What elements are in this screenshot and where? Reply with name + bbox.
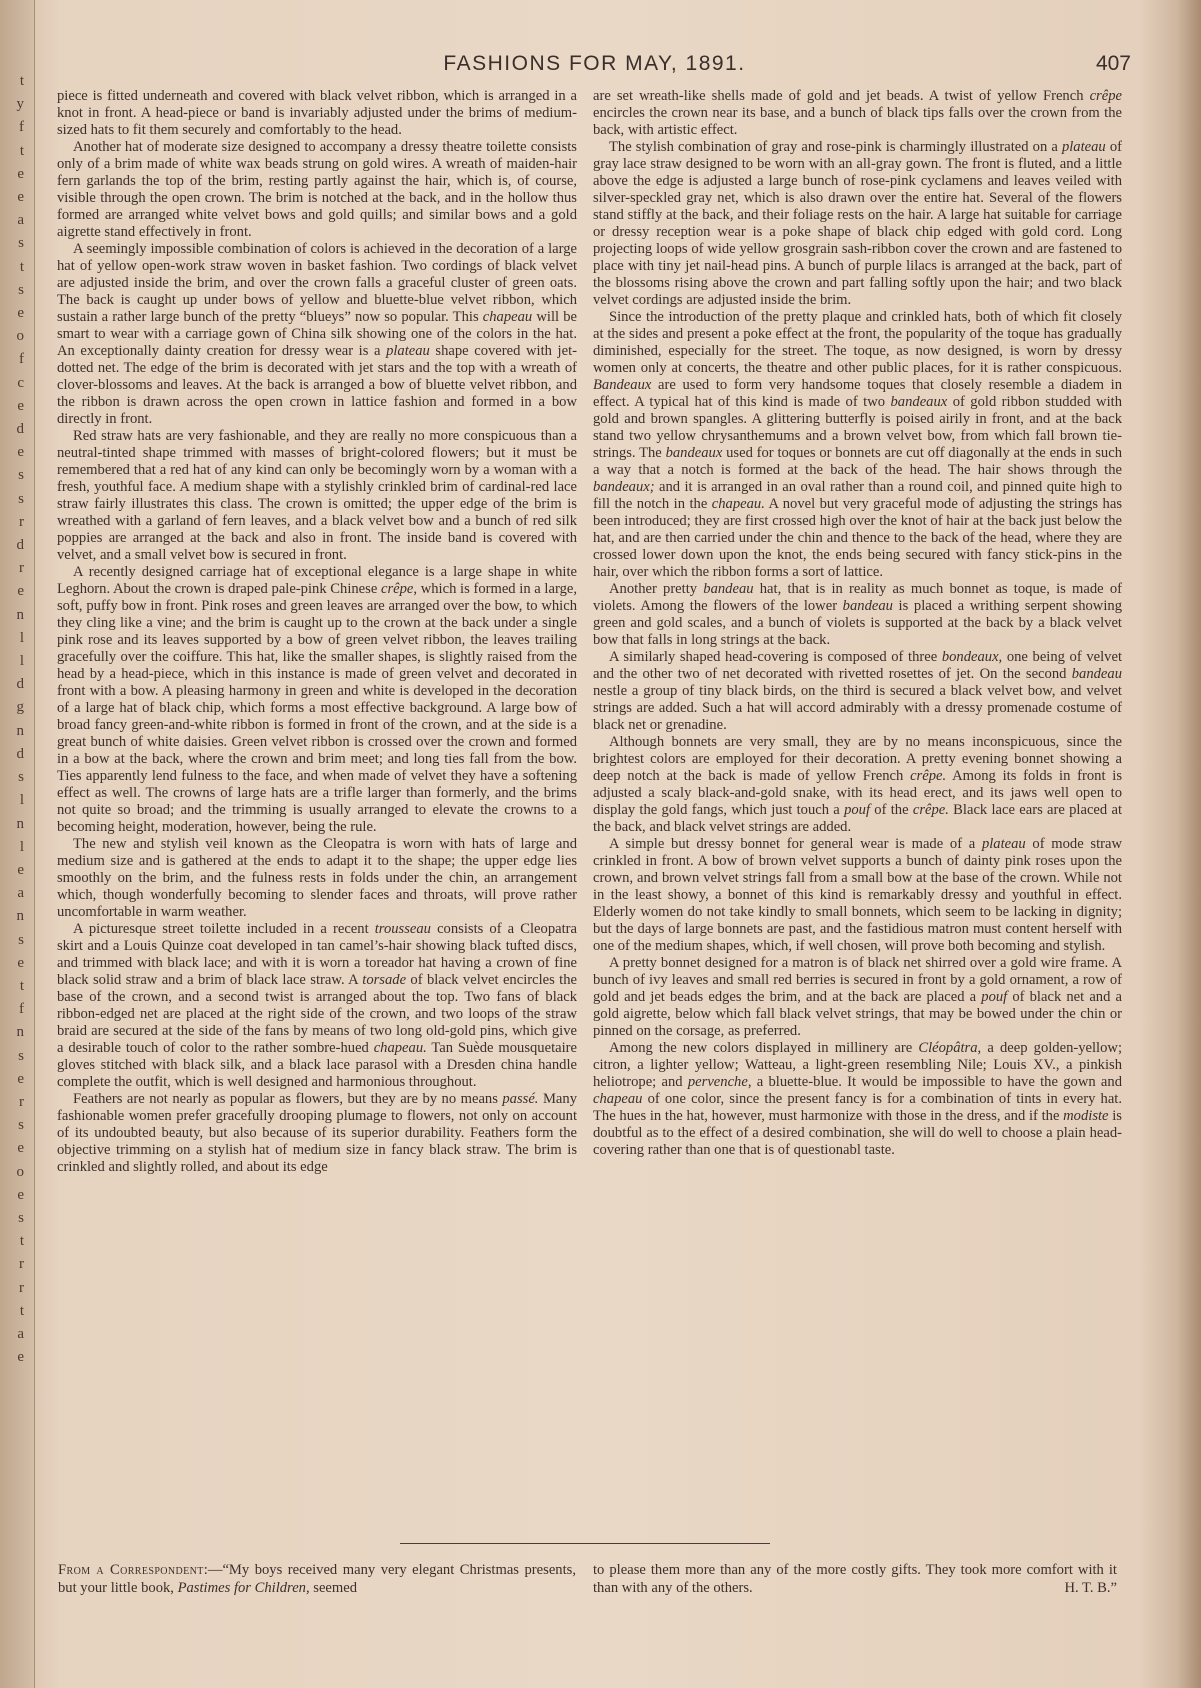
correspondent-label: From a Correspondent	[58, 1562, 204, 1578]
margin-fragment: o	[16, 328, 24, 345]
paragraph: A pretty bonnet designed for a matron is of black net shirred over a gold wire frame. A bunch of ivy leaves and small red berries is secured in front by a gold ornament, a row of gold and jet beads edges the brim, and at the back are placed a pouf of black net and a gold aigrette, below which fall black velvet strings, that may be bowed under the chin or pinned on the corsage, as preferred.	[593, 955, 1122, 1039]
margin-fragment: f	[19, 1001, 24, 1018]
margin-fragment: e	[17, 954, 24, 971]
paragraph: Another hat of moderate size designed to accompany a dressy theatre toilette consists only of a brim made of white wax beads strung on gold wires. A wreath of maiden-hair fern garlands the top of the brim, resting partly against the hair, which is, of course, visible through the open crown. The brim is notched at the back, and in the hollow thus formed are arranged white velvet bows and gold quills; and similar bows and a gold aigrette stand effectively in front.	[57, 139, 577, 240]
margin-fragment: s	[18, 1209, 24, 1226]
paragraph: A seemingly impossible combination of colors is achieved in the decoration of a large hat of yellow open-work straw woven in basket fashion. Two cordings of black velvet are adjusted inside the brim, and over the crown falls a graceful cluster of green oats. The back is caught up under bows of yellow and bluette-blue velvet ribbon, which sustain a rather large bunch of the pretty “blueys” now so popular. This chapeau will be smart to wear with a carriage gown of China silk showing one of the colors in the hat. An exceptionally dainty creation for dressy wear is a plateau shape covered with jet-dotted net. The edge of the brim is decorated with jet stars and the top with a wreath of clover-blossoms and leaves. At the back is arranged a bow of bluette velvet ribbon, and the ribbon is drawn across the open crown in lattice fashion and formed in a bow directly in front.	[57, 241, 577, 427]
previous-page-fragments	[2, 70, 24, 1670]
paragraph: The new and stylish veil known as the Cleopatra is worn with hats of large and medium size and is gathered at the ends to adapt it to the shape; the upper edge lies smoothly on the brim, and the fulness rests in folds under the chin, an arrangement which, though wonderfully becoming to slender faces and throats, will prove rather uncomfortable in warm weather.	[57, 836, 577, 920]
margin-fragment: r	[19, 1093, 24, 1110]
paragraph: Red straw hats are very fashionable, and they are really no more conspicuous than a neutral-tinted shape trimmed with masses of bright-colored flowers; but it must be remembered that a red hat of any kind can only be becomingly worn by a woman with a fresh, youthful face. A medium shape with a stylishly crinkled brim of cardinal-red lace straw fairly illustrates this class. The crown is omitted; the upper edge of the brim is wreathed with a garland of fern leaves, and a black velvet bow and a bunch of red silk poppies are arranged at the back and also in front. The inside band is covered with velvet, and a small velvet bow is secured in front.	[57, 428, 577, 563]
margin-fragment: l	[19, 838, 24, 855]
margin-fragment: d	[16, 421, 24, 438]
margin-fragment: a	[17, 1325, 24, 1342]
margin-fragment: s	[18, 235, 24, 252]
margin-fragment: l	[19, 792, 24, 809]
margin-fragment: f	[19, 351, 24, 368]
margin-fragment: t	[19, 1302, 24, 1319]
paragraph: A recently designed carriage hat of exceptional elegance is a large shape in white Leghorn. About the crown is draped pale-pink Chinese crêpe, which is formed in a large, soft, puffy bow in front. Pink roses and green leaves are arranged over the bow, to which they cling like a vine; and the brim is caught up to the crown at the back under a single pink rose and its leaves supported by a bow of green velvet ribbon, the leaves trailing gracefully over the coiffure. This hat, like the smaller shapes, is slightly raised from the head by a head-piece, which in this instance is made of green velvet and decorated in front with a bow. A pleasing harmony in green and white is developed in the decoration of a large hat of black chip, which forms a most effective background. A large bow of broad fancy green-and-white ribbon is formed in front of the crown, and at the side is a great bunch of white daisies. Green velvet ribbon is crossed over the crown and formed in a bow at the back, where the crown and brim meet; and long ties fall from the bow. Ties apparently lend fulness to the face, and when made of velvet they have a softening effect as well. The crowns of large hats are a trifle larger than formerly, and the brims not quite so broad; and the trimming is usually arranged to elevate the crowns to a becoming height, moderation, however, being the rule.	[57, 564, 577, 835]
margin-fragment: e	[17, 165, 24, 182]
margin-fragment: n	[16, 722, 24, 739]
margin-fragment: a	[17, 885, 24, 902]
margin-fragment: e	[17, 397, 24, 414]
margin-fragment: n	[16, 815, 24, 832]
correspondent-note-left: From a Correspondent:—“My boys received many very elegant Christmas presents, but your little book, Pastimes for Children, seemed	[58, 1562, 576, 1596]
left-column	[57, 88, 577, 1176]
paragraph: Another pretty bandeau hat, that is in reality as much bonnet as toque, is made of violets. Among the flowers of the lower bandeau is placed a writhing serpent showing green and gold scales, and a bunch of violets is supported at the back by a black velvet bow that falls in long strings at the back.	[593, 581, 1122, 648]
page-edge-shadow	[1177, 0, 1201, 1688]
margin-fragment: d	[16, 537, 24, 554]
margin-fragment: n	[16, 908, 24, 925]
margin-fragment: d	[16, 676, 24, 693]
margin-fragment: d	[16, 745, 24, 762]
margin-fragment: s	[18, 931, 24, 948]
paragraph: Among the new colors displayed in millinery are Cléopâtra, a deep golden-yellow; citron, a lighter yellow; Watteau, a light-green resembling Nile; Louis XV., a pinkish heliotrope; and pervenche, a bluette-blue. It would be impossible to have the gown and chapeau of one color, since the present fancy is for a combination of tints in every hat. The hues in the hat, however, must harmonize with those in the dress, and if the modiste is doubtful as to the effect of a desired combination, she will do well to choose a plain head-covering rather than one that is of questionabl taste.	[593, 1040, 1122, 1158]
correspondent-note-right: to please them more than any of the more costly gifts. They took more comfort with it than with any of the others. H. T. B.”	[593, 1562, 1117, 1596]
margin-fragment: e	[17, 1070, 24, 1087]
margin-fragment: r	[19, 1279, 24, 1296]
margin-fragment: f	[19, 119, 24, 136]
paragraph: Since the introduction of the pretty plaque and crinkled hats, both of which fit closely at the sides and present a poke effect at the front, the popularity of the toque has gradually diminished, especially for the street. The toque, as now designed, is worn by dressy women only at concerts, the theatre and other public places, for it is rather conspicuous. Bandeaux are used to form very handsome toques that closely resemble a diadem in effect. A typical hat of this kind is made of two bandeaux of gold ribbon studded with gold and brown spangles. A glittering butterfly is poised airily in front, and at the back stand two yellow chrysanthemums and a brown velvet bow, from which fall brown tie-strings. The bandeaux used for toques or bonnets are cut off diagonally at the ends in such a way that a notch is formed at the back of the head. The hair shows through the bandeaux; and it is arranged in an oval rather than a round coil, and pinned quite high to fill the notch in the chapeau. A novel but very graceful mode of adjusting the strings has been introduced; they are first crossed high over the knot of hair at the back just below the hat, and are then carried under the chin and thence to the back of the head, where they are crossed lower down upon the knot, the ends being secured with fancy stick-pins in the hair, over which the ribbon forms a sort of lattice.	[593, 309, 1123, 580]
margin-fragment: l	[19, 653, 24, 670]
section-divider	[400, 1543, 770, 1544]
margin-fragment: n	[16, 1024, 24, 1041]
margin-fragment: y	[16, 96, 24, 113]
margin-fragment: e	[17, 189, 24, 206]
margin-fragment: e	[17, 1186, 24, 1203]
paragraph: are set wreath-like shells made of gold and jet beads. A twist of yellow French crêpe encircles the crown near its base, and a bunch of black tips falls over the crown from the back, with artistic effect.	[593, 88, 1122, 138]
margin-fragment: t	[19, 73, 24, 89]
paragraph: Feathers are not nearly as popular as flowers, but they are by no means passé. Many fashionable women prefer gracefully drooping plumage to flowers, not only on account of its undoubted beauty, but also because of its superior durability. Feathers form the objective trimming on a stylish hat of medium size in fancy black straw. The brim is crinkled and slightly rolled, and about its edge	[57, 1091, 577, 1175]
paragraph: A similarly shaped head-covering is composed of three bondeaux, one being of velvet and the other two of net decorated with rivetted rosettes of jet. On the second bandeau nestle a group of tiny black birds, on the third is secured a black velvet bow, and velvet strings are added. Such a hat will accord admirably with a dressy promenade costume of black net or grenadine.	[593, 649, 1122, 733]
margin-fragment: g	[16, 699, 24, 716]
paragraph: A simple but dressy bonnet for general wear is made of a plateau of mode straw crinkled in front. A bow of brown velvet supports a bunch of dainty pink roses upon the crown, and brown velvet strings fall from a small bow at the base of the crown. While not in the least showy, a bonnet of this kind is remarkably dressy and youthful in effect. Elderly women do not take kindly to small bonnets, which seem to be lacking in dignity; but the days of large bonnets are past, and the fastidious matron must content herself with one of the medium shapes, which, if well chosen, will prove both becoming and stylish.	[593, 836, 1122, 954]
margin-fragment: t	[19, 142, 24, 159]
margin-fragment: s	[18, 490, 24, 507]
margin-fragment: e	[17, 444, 24, 461]
signature: H. T. B.”	[1064, 1580, 1117, 1596]
paragraph: A picturesque street toilette included in a recent trousseau consists of a Cleopatra skirt and a Louis Quinze coat developed in tan camel’s-hair showing black tufted discs, and trimmed with black lace; and with it is worn a toreador hat having a crown of fine black solid straw and a brim of black lace straw. A torsade of black velvet encircles the base of the crown, and a second twist is arranged about the top. Two fans of black ribbon-edged net are placed at the right side of the crown, and two loops of the straw braid are secured at the side of the fans by means of two long old-gold pins, which give a desirable touch of color to the rather sombre-hued chapeau. Tan Suède mousquetaire gloves stitched with black silk, and a black lace parasol with a Dresden china handle complete the outfit, which is well designed and harmonious throughout.	[57, 921, 577, 1090]
margin-fragment: e	[17, 1140, 24, 1157]
previous-page-edge	[0, 0, 35, 1688]
page-number: 407	[1095, 52, 1131, 75]
margin-fragment: a	[17, 212, 24, 229]
margin-fragment: t	[19, 258, 24, 275]
margin-fragment: c	[17, 374, 24, 391]
margin-fragment: s	[18, 1047, 24, 1064]
margin-fragment: e	[17, 1349, 24, 1366]
paragraph: piece is fitted underneath and covered with black velvet ribbon, which is arranged in a knot in front. A head-piece or band is invariably adjusted under the brims of medium-sized hats to fit them securely and comfortably to the head.	[57, 88, 577, 138]
margin-fragment: e	[17, 583, 24, 600]
margin-fragment: o	[16, 1163, 24, 1180]
margin-fragment: s	[18, 1117, 24, 1134]
margin-fragment: t	[19, 977, 24, 994]
book-title: Pastimes for Children,	[177, 1580, 310, 1596]
margin-fragment: e	[17, 305, 24, 322]
margin-fragment: r	[19, 1256, 24, 1273]
margin-fragment: n	[16, 606, 24, 623]
margin-fragment: s	[18, 769, 24, 786]
margin-fragment: e	[17, 861, 24, 878]
paragraph: Although bonnets are very small, they are by no means inconspicuous, since the brightest colors are employed for their decoration. A pretty evening bonnet showing a deep notch at the back is made of yellow French crêpe. Among its folds in front is adjusted a scaly black-and-gold snake, with its head erect, and its jaws well open to display the gold fangs, which just touch a pouf of the crêpe. Black lace ears are placed at the back, and black velvet strings are added.	[593, 734, 1123, 835]
paragraph: The stylish combination of gray and rose-pink is charmingly illustrated on a plateau of gray lace straw designed to be worn with an all-gray gown. The front is fluted, and a little above the edge is adjusted a large bunch of rose-pink cyclamens and leaves veiled with silver-speckled gray net, which is also drawn over the entire hat. Several of the flowers stand stiffly at the back, and their foliage rests on the hair. A large hat suitable for carriage or dressy reception wear is a poke shape of black chip edged with gold cord. Long projecting loops of wide yellow grosgrain sash-ribbon cover the crown and are fastened to place with tiny jet nail-head pins. A bunch of purple lilacs is arranged at the back, part of the blossoms rising above the crown and part falling softly upon the hair; and two black velvet cordings are adjusted inside the brim.	[593, 139, 1122, 308]
page-header	[58, 52, 1131, 82]
margin-fragment: r	[19, 513, 24, 530]
margin-fragment: s	[18, 281, 24, 298]
margin-fragment: r	[19, 560, 24, 577]
margin-fragment: l	[19, 629, 24, 646]
running-head: FASHIONS FOR MAY, 1891.	[443, 52, 746, 75]
right-column	[593, 88, 1122, 1159]
margin-fragment: t	[19, 1233, 24, 1250]
margin-fragment: s	[18, 467, 24, 484]
